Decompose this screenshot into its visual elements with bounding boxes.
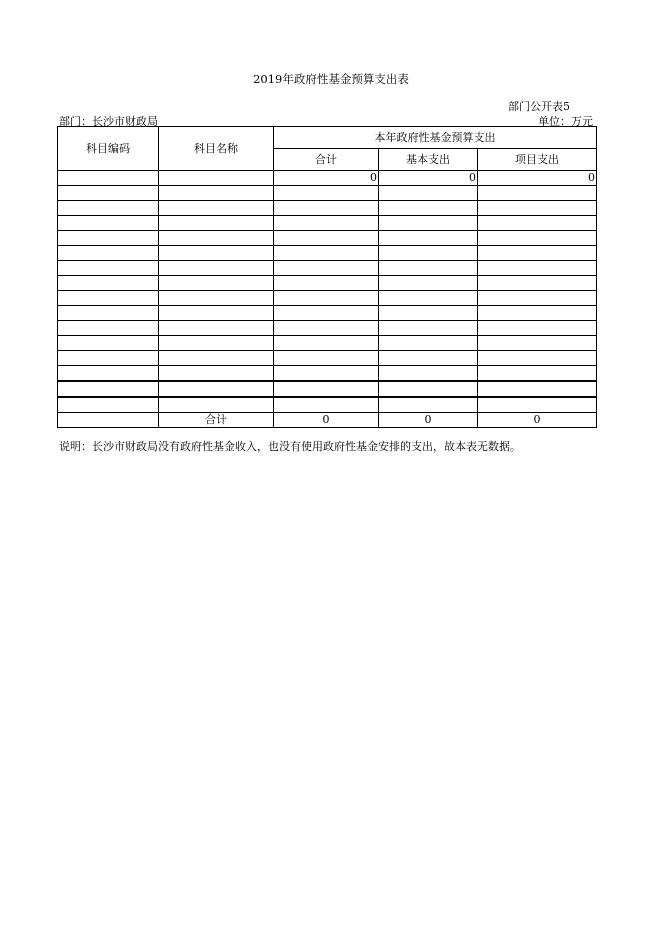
cell [58,186,159,201]
cell [58,216,159,231]
cell [379,261,478,276]
cell-basic: 0 [379,171,478,186]
table-row [58,261,597,276]
cell [58,336,159,351]
cell [379,246,478,261]
cell [274,381,379,397]
budget-table [57,126,597,428]
cell [478,336,597,351]
cell [58,321,159,336]
header-name: 科目名称 [159,127,274,171]
table-row [58,216,597,231]
cell [274,397,379,413]
cell [478,381,597,397]
cell [159,306,274,321]
cell [379,351,478,366]
table-row [58,246,597,261]
cell [379,321,478,336]
table-row [58,201,597,216]
cell [379,397,478,413]
cell [274,231,379,246]
cell [274,261,379,276]
cell [159,351,274,366]
cell [159,291,274,306]
table-row [58,351,597,366]
header-row [58,127,597,149]
page-title: 2019年政府性基金预算支出表 [253,72,409,86]
cell [274,201,379,216]
cell-code [58,171,159,186]
cell [274,186,379,201]
table-row [58,366,597,382]
cell [478,291,597,306]
header-project: 项目支出 [478,149,597,171]
cell [274,306,379,321]
cell [478,186,597,201]
cell [58,366,159,382]
cell [274,246,379,261]
cell [478,231,597,246]
cell [274,366,379,382]
cell [159,397,274,413]
cell [159,186,274,201]
cell [379,381,478,397]
cell [478,306,597,321]
department-label: 部门：长沙市财政局 [59,115,158,128]
cell [58,291,159,306]
cell [478,276,597,291]
cell [159,261,274,276]
total-sum: 0 [274,413,379,428]
cell [274,321,379,336]
cell [478,366,597,382]
table-row [58,231,597,246]
unit-label: 单位：万元 [538,115,593,128]
table-row [58,171,597,186]
cell [379,231,478,246]
table-row [58,381,597,397]
cell-code [58,413,159,428]
cell [379,291,478,306]
cell [274,216,379,231]
cell [379,366,478,382]
cell [379,186,478,201]
cell-total: 0 [274,171,379,186]
cell [478,351,597,366]
cell [58,381,159,397]
cell [478,246,597,261]
cell [159,231,274,246]
total-basic: 0 [379,413,478,428]
cell [379,201,478,216]
cell [159,246,274,261]
header-total: 合计 [274,149,379,171]
cell [159,381,274,397]
cell [58,201,159,216]
cell [379,306,478,321]
cell [274,276,379,291]
explanation-note: 说明：长沙市财政局没有政府性基金收入，也没有使用政府性基金安排的支出，故本表无数据。 [59,440,521,453]
table-row [58,276,597,291]
cell [478,216,597,231]
cell [58,397,159,413]
cell [379,216,478,231]
cell [159,276,274,291]
cell [58,351,159,366]
table-row [58,186,597,201]
cell [159,201,274,216]
cell [274,351,379,366]
table-row [58,306,597,321]
cell [159,321,274,336]
total-project: 0 [478,413,597,428]
cell-project: 0 [478,171,597,186]
cell [58,276,159,291]
header-group: 本年政府性基金预算支出 [274,127,597,149]
header-code: 科目编码 [58,127,159,171]
cell [478,397,597,413]
total-label: 合计 [159,413,274,428]
cell [478,201,597,216]
table-row [58,336,597,351]
cell [159,366,274,382]
cell [379,276,478,291]
cell [274,291,379,306]
cell [159,336,274,351]
cell [379,336,478,351]
cell [58,306,159,321]
table-number: 部门公开表5 [508,100,570,113]
cell [478,261,597,276]
header-basic: 基本支出 [379,149,478,171]
table-row [58,291,597,306]
cell [274,336,379,351]
total-row [58,413,597,428]
cell [478,321,597,336]
cell [159,216,274,231]
table-row [58,321,597,336]
cell [58,231,159,246]
table-row [58,397,597,413]
cell-name [159,171,274,186]
cell [58,246,159,261]
cell [58,261,159,276]
